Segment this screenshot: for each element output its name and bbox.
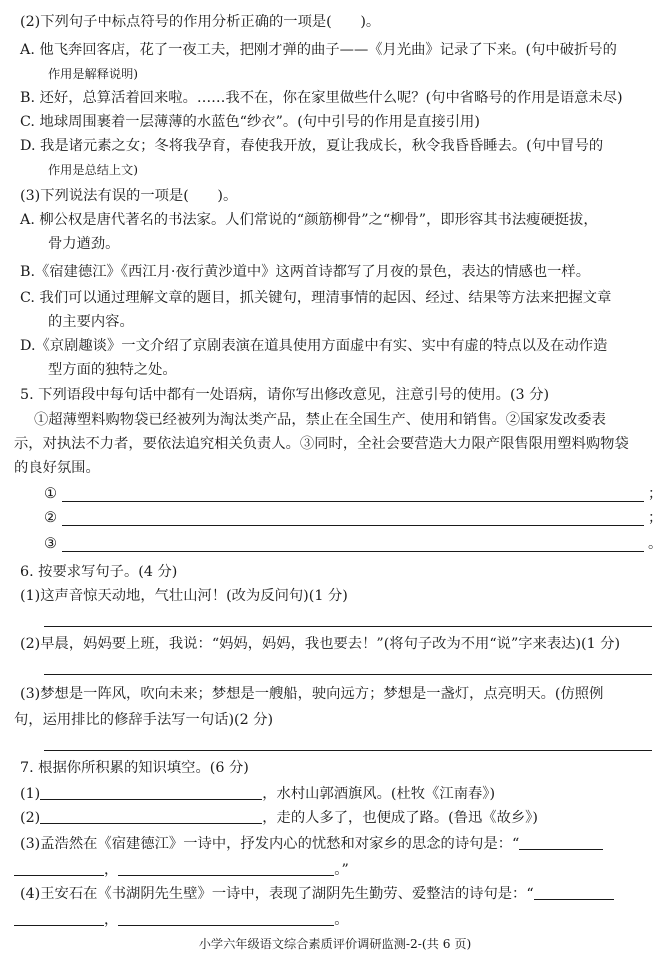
- q6-sentence-3-cont: 句，运用排比的修辞手法写一句话)(2 分): [14, 712, 274, 728]
- q7-fill-4-blank-c[interactable]: [118, 911, 334, 926]
- q7-fill-3-blank-c[interactable]: [118, 861, 334, 876]
- q3-option-a: A. 柳公权是唐代著名的书法家。人们常说的“颜筋柳骨”之“柳骨”，即形容其书法瘦硬挺拔，: [20, 212, 598, 228]
- q3-stem: (3)下列说法有误的一项是( )。: [20, 188, 238, 204]
- q7-fill-4-blank-a[interactable]: [534, 885, 614, 900]
- q6-answer-line-1[interactable]: [44, 626, 652, 627]
- q7-fill-1-text: ，水村山郭酒旗风。(杜牧《江南春》): [262, 786, 496, 802]
- q7-fill-2-blank[interactable]: [40, 809, 262, 824]
- q2-option-b: B. 还好，总算活着回来啦。……我不在，你在家里做些什么呢？(句中省略号的作用是语意未尽): [20, 90, 623, 106]
- q2-option-c-note: (句中引号的作用是直接引用): [297, 114, 480, 130]
- q7-fill-2-num: (2): [20, 810, 41, 826]
- q2-option-d-note-cont: 作用是总结上文): [48, 163, 139, 177]
- q3-option-d-cont: 型方面的独特之处。: [48, 362, 177, 378]
- page-footer: 小学六年级语文综合素质评价调研监测-2-(共 6 页): [198, 937, 472, 951]
- q7-fill-2: [20, 808, 538, 828]
- q5-blank-1-mark: ①: [44, 486, 57, 502]
- q5-answer-line-3[interactable]: [62, 551, 644, 552]
- q6-answer-line-3[interactable]: [44, 750, 652, 751]
- q2-option-b-note: (句中省略号的作用是语意未尽): [425, 90, 623, 106]
- q3-option-a-cont: 骨力遒劲。: [48, 236, 120, 252]
- q7-fill-4: (4)王安石在《书湖阴先生壁》一诗中，表现了湖阴先生勤劳、爱整洁的诗句是：“: [20, 884, 614, 904]
- q5-blank-1-end: ；: [648, 486, 663, 502]
- q5-answer-line-2[interactable]: [62, 525, 644, 526]
- q5-passage-line-2: 示，对执法不力者，要依法追究相关负责人。③同时，全社会要营造大力限产限售限用塑料购物袋: [14, 436, 629, 452]
- q3-option-c-cont: 的主要内容。: [48, 314, 134, 330]
- q7-fill-1: [20, 784, 495, 804]
- q5-blank-3-end: 。: [648, 536, 663, 552]
- q7-fill-1-blank[interactable]: [40, 785, 262, 800]
- q7-fill-1-num: (1): [20, 786, 41, 802]
- q5-stem: 5. 下列语段中每句话中都有一处语病，请你写出修改意见，注意引号的使用。(3 分): [20, 387, 550, 403]
- q6-answer-line-2[interactable]: [44, 674, 652, 675]
- q7-fill-3-cont: ， 。”: [14, 860, 349, 880]
- q6-sentence-1: (1)这声音惊天动地，气壮山河！(改为反问句)(1 分): [20, 588, 348, 604]
- q7-fill-4-blank-b[interactable]: [14, 911, 104, 926]
- q5-blank-2-mark: ②: [44, 510, 57, 526]
- q7-fill-2-text: ，走的人多了，也便成了路。(鲁迅《故乡》): [262, 810, 538, 826]
- q7-stem: 7. 根据你所积累的知识填空。(6 分): [20, 760, 249, 776]
- q7-fill-4-cont: ， 。: [14, 910, 349, 930]
- q2-option-d: D. 我是诸元素之女；冬将我孕育，春使我开放，夏让我成长，秋令我昏昏睡去。(句中冒号的: [20, 138, 604, 154]
- q7-fill-3: (3)孟浩然在《宿建德江》一诗中，抒发内心的忧愁和对家乡的思念的诗句是：“: [20, 834, 603, 854]
- q2-option-d-note: (句中冒号的: [526, 138, 604, 154]
- q2-option-c: C. 地球周围裹着一层薄薄的水蓝色“纱衣”。(句中引号的作用是直接引用): [20, 114, 480, 130]
- q5-passage-line-1: ①超薄塑料购物袋已经被列为淘汰类产品，禁止在全国生产、使用和销售。②国家发改委表: [34, 412, 606, 428]
- q6-sentence-3: (3)梦想是一阵风，吹向未来；梦想是一艘船，驶向远方；梦想是一盏灯，点亮明天。(仿照例: [20, 686, 604, 702]
- q2-option-a-note: (句中破折号的: [525, 42, 617, 58]
- q6-stem: 6. 按要求写句子。(4 分): [20, 564, 178, 580]
- q5-blank-3-mark: ③: [44, 536, 57, 552]
- q3-option-c: C. 我们可以通过理解文章的题目，抓关键句，理清事情的起因、经过、结果等方法来把握文章: [20, 290, 612, 306]
- q5-blank-2-end: ；: [648, 510, 663, 526]
- q7-fill-3-blank-b[interactable]: [14, 861, 104, 876]
- q2-option-a-note-cont: 作用是解释说明): [48, 67, 139, 81]
- q3-option-d: D.《京剧趣谈》一文介绍了京剧表演在道具使用方面虚中有实、实中有虚的特点以及在动作造: [20, 338, 608, 354]
- q3-option-b: B.《宿建德江》《西江月·夜行黄沙道中》这两首诗都写了月夜的景色，表达的情感也一样。: [20, 264, 591, 280]
- q7-fill-3-blank-a[interactable]: [519, 835, 603, 850]
- q2-option-a: A. 他飞奔回客店，花了一夜工夫，把刚才弹的曲子——《月光曲》记录了下来。(句中破折号的: [20, 42, 617, 58]
- q5-passage-line-3: 的良好氛围。: [14, 460, 100, 476]
- q6-sentence-2: (2)早晨，妈妈要上班，我说：“妈妈，妈妈，我也要去！”(将句子改为不用“说”字来表达)(1 分): [20, 636, 621, 652]
- q2-stem: (2)下列句子中标点符号的作用分析正确的一项是( )。: [20, 14, 381, 30]
- q5-answer-line-1[interactable]: [62, 501, 644, 502]
